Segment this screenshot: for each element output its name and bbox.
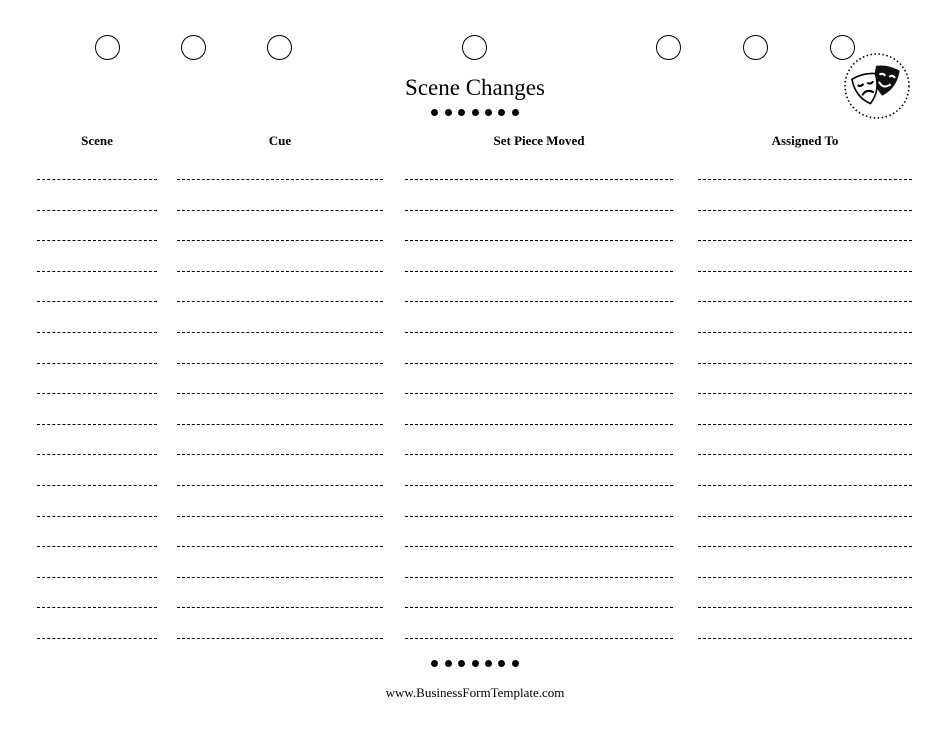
assigned-to-field[interactable] [698, 332, 912, 333]
scene-field[interactable] [37, 393, 157, 394]
set-piece-field[interactable] [405, 393, 673, 394]
set-piece-field[interactable] [405, 424, 673, 425]
assigned-to-field[interactable] [698, 210, 912, 211]
scene-field[interactable] [37, 546, 157, 547]
footer-url: www.BusinessFormTemplate.com [385, 685, 565, 700]
cue-field[interactable] [177, 638, 383, 639]
cue-field[interactable] [177, 516, 383, 517]
set-piece-field[interactable] [405, 301, 673, 302]
assigned-to-field[interactable] [698, 546, 912, 547]
set-piece-field[interactable] [405, 485, 673, 486]
assigned-to-field[interactable] [698, 454, 912, 455]
cue-field[interactable] [177, 485, 383, 486]
set-piece-field[interactable] [405, 546, 673, 547]
cue-field[interactable] [177, 179, 383, 180]
cue-field[interactable] [177, 271, 383, 272]
assigned-to-field[interactable] [698, 179, 912, 180]
scene-field[interactable] [37, 638, 157, 639]
scene-field[interactable] [37, 607, 157, 608]
set-piece-field[interactable] [405, 638, 673, 639]
assigned-to-field[interactable] [698, 424, 912, 425]
scene-field[interactable] [37, 363, 157, 364]
column-header-assigned-to: Assigned To [771, 133, 839, 148]
set-piece-field[interactable] [405, 271, 673, 272]
scene-field[interactable] [37, 179, 157, 180]
cue-field[interactable] [177, 546, 383, 547]
assigned-to-field[interactable] [698, 607, 912, 608]
cue-field[interactable] [177, 301, 383, 302]
scene-field[interactable] [37, 332, 157, 333]
set-piece-field[interactable] [405, 516, 673, 517]
assigned-to-field[interactable] [698, 516, 912, 517]
set-piece-field[interactable] [405, 577, 673, 578]
assigned-to-field[interactable] [698, 577, 912, 578]
assigned-to-field[interactable] [698, 485, 912, 486]
assigned-to-field[interactable] [698, 638, 912, 639]
set-piece-field[interactable] [405, 332, 673, 333]
assigned-to-field[interactable] [698, 393, 912, 394]
assigned-to-field[interactable] [698, 363, 912, 364]
set-piece-field[interactable] [405, 179, 673, 180]
column-header-set-piece-moved: Set Piece Moved [493, 133, 585, 148]
scene-field[interactable] [37, 240, 157, 241]
set-piece-field[interactable] [405, 240, 673, 241]
cue-field[interactable] [177, 577, 383, 578]
set-piece-field[interactable] [405, 454, 673, 455]
column-header-cue: Cue [268, 133, 292, 148]
assigned-to-field[interactable] [698, 271, 912, 272]
scene-field[interactable] [37, 424, 157, 425]
set-piece-field[interactable] [405, 363, 673, 364]
scene-field[interactable] [37, 301, 157, 302]
cue-field[interactable] [177, 240, 383, 241]
assigned-to-field[interactable] [698, 240, 912, 241]
cue-field[interactable] [177, 454, 383, 455]
cue-field[interactable] [177, 210, 383, 211]
column-header-scene: Scene [81, 133, 113, 148]
scene-field[interactable] [37, 454, 157, 455]
scene-field[interactable] [37, 516, 157, 517]
scene-field[interactable] [37, 271, 157, 272]
decorative-dots [0, 660, 950, 667]
scene-field[interactable] [37, 485, 157, 486]
scene-field[interactable] [37, 577, 157, 578]
cue-field[interactable] [177, 332, 383, 333]
cue-field[interactable] [177, 607, 383, 608]
set-piece-field[interactable] [405, 607, 673, 608]
cue-field[interactable] [177, 363, 383, 364]
set-piece-field[interactable] [405, 210, 673, 211]
assigned-to-field[interactable] [698, 301, 912, 302]
scene-field[interactable] [37, 210, 157, 211]
cue-field[interactable] [177, 424, 383, 425]
page-title: Scene Changes [405, 75, 545, 100]
cue-field[interactable] [177, 393, 383, 394]
